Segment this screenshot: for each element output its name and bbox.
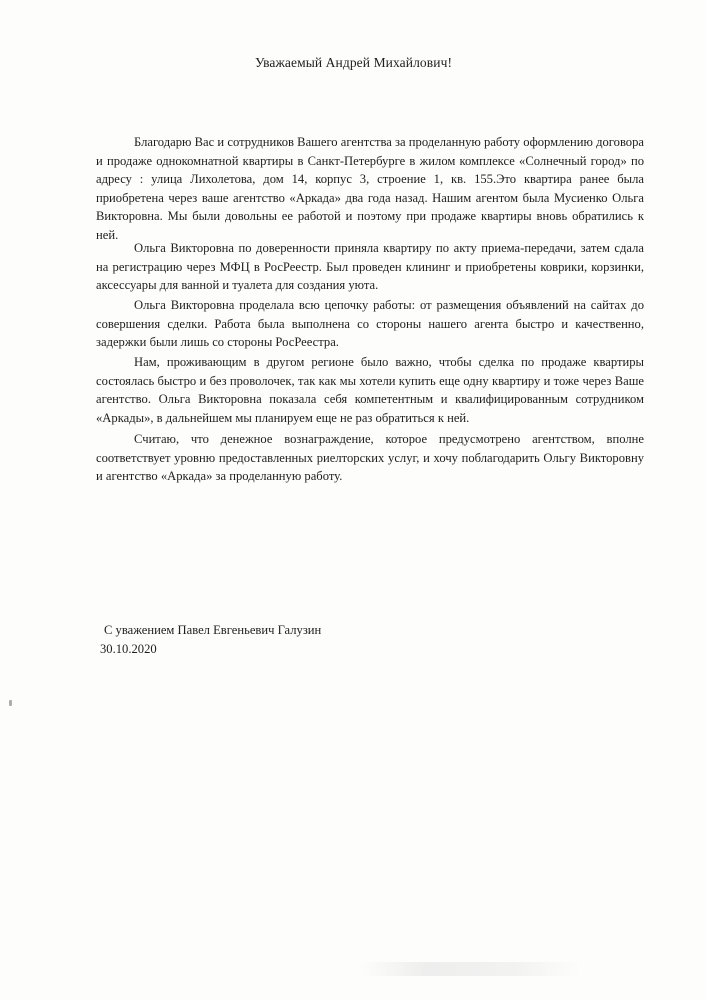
scan-bleed-through — [360, 962, 580, 976]
paragraph-text: Нам, проживающим в другом регионе было важно, чтобы сделка по продаже квартиры состоялась быстро и без проволочек, так как мы хотели купить еще одну квартиру и тоже через Ваше агентство. Ольга Викторовна показала себя компетентным и квалифицированным сотрудником «Аркады», в дальнейшем мы планируем еще не раз обратиться к ней. — [96, 355, 644, 425]
letter-paragraph-4 — [96, 353, 644, 427]
letter-paragraph-2 — [96, 239, 644, 295]
letter-paragraph-1 — [96, 133, 644, 245]
letter-paragraph-5 — [96, 430, 644, 486]
letter-paragraph-3 — [96, 296, 644, 352]
paragraph-text: Ольга Викторовна проделала всю цепочку работы: от размещения объявлений на сайтах до совершения сделки. Работа была выполнена со стороны нашего агента быстро и качественно, задержки были лишь со стороны РосРеестра. — [96, 298, 644, 350]
letter-date: 30.10.2020 — [100, 642, 157, 656]
paragraph-text: Ольга Викторовна по доверенности приняла квартиру по акту приема-передачи, затем сдала на регистрацию через МФЦ в РосРеестр. Был проведен клининг и приобретены коврики, корзинки, аксессуары для ванной и туалета для создания уюта. — [96, 241, 644, 293]
paragraph-text: Благодарю Вас и сотрудников Вашего агентства за проделанную работу оформлению договора и продаже однокомнатной квартиры в Санкт-Петербурге в жилом комплексе «Солнечный город» по адресу : улица Лихолетова, дом 14, корпус 3, строение 1, кв. 155.Это квартира ранее была приобретена через ваше агентство «Аркада» два года назад. Нашим агентом была Мусиенко Ольга Викторовна. Мы были довольны ее работой и поэтому при продаже квартиры вновь обратились к ней. — [96, 135, 644, 242]
paragraph-text: Считаю, что денежное вознаграждение, которое предусмотрено агентством, вполне соответствует уровню предоставленных риелторских услуг, и хочу поблагодарить Ольгу Викторовну и агентство «Аркада» за проделанную работу. — [96, 432, 644, 484]
letter-greeting: Уважаемый Андрей Михайлович! — [254, 55, 453, 70]
scan-speck — [9, 700, 12, 706]
letter-signature: С уважением Павел Евгеньевич Галузин — [104, 623, 322, 637]
